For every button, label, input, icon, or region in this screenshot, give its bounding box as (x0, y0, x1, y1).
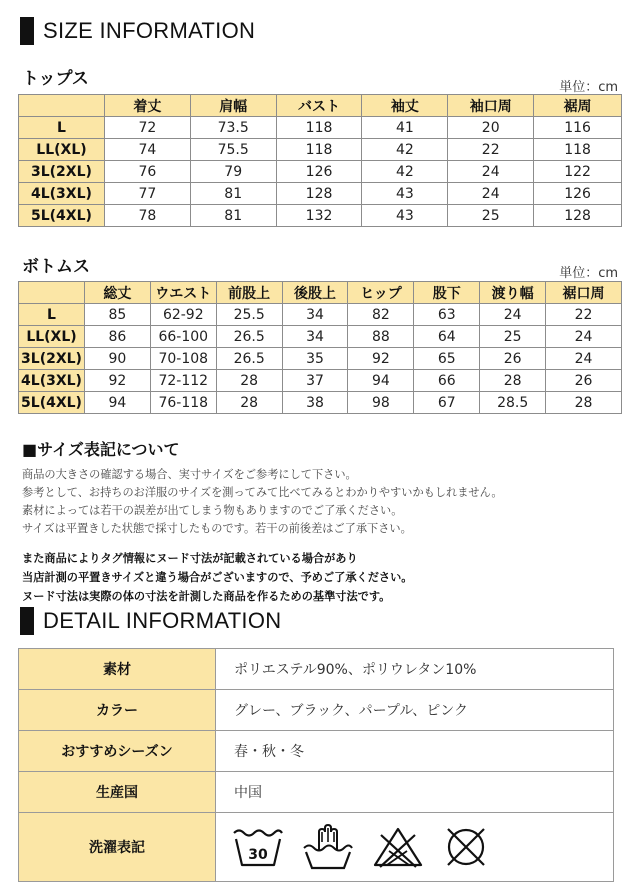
bottoms-table-cell: 64 (414, 326, 480, 348)
detail-row (19, 690, 614, 731)
bottoms-table-cell: 28 (216, 370, 282, 392)
care-label-icons (216, 813, 614, 882)
tops-size-label: L (19, 117, 105, 139)
tops-table-cell: 25 (448, 205, 534, 227)
tops-size-table (18, 94, 622, 227)
tops-table-cell: 78 (104, 205, 190, 227)
bottoms-table-cell: 94 (84, 392, 150, 414)
tops-table-cell: 22 (448, 139, 534, 161)
bottoms-column-header: 総丈 (84, 282, 150, 304)
bottoms-table-cell: 94 (348, 370, 414, 392)
bottoms-table-cell: 70-108 (150, 348, 216, 370)
bottoms-header-row (19, 282, 622, 304)
tops-size-label: 3L(2XL) (19, 161, 105, 183)
note-bold-line: ヌード寸法は実際の体の寸法を計測した商品を作るための基準寸法です。 (22, 590, 391, 603)
bottoms-table-cell: 92 (84, 370, 150, 392)
tops-table-cell: 118 (276, 139, 362, 161)
bottoms-size-label: 5L(4XL) (19, 392, 85, 414)
tops-table-cell: 118 (534, 139, 622, 161)
size-notes-heading: ■サイズ表記について (22, 440, 180, 459)
detail-value: グレー、ブラック、パープル、ピンク (216, 690, 614, 731)
tops-table-cell: 128 (534, 205, 622, 227)
tops-column-header: 袖口周 (448, 95, 534, 117)
bottoms-table-cell: 26.5 (216, 348, 282, 370)
note-line: 商品の大きさの確認する場合、実寸サイズをご参考にして下さい。 (22, 468, 357, 481)
tops-table-cell: 43 (362, 205, 448, 227)
bottoms-table-cell: 85 (84, 304, 150, 326)
nude-size-notes (22, 549, 412, 606)
bottoms-table-cell: 98 (348, 392, 414, 414)
bottoms-table-cell: 24 (546, 348, 622, 370)
detail-label: 生産国 (19, 772, 216, 813)
bottoms-table-cell: 65 (414, 348, 480, 370)
tops-heading: トップス (22, 69, 89, 89)
tops-table-cell: 20 (448, 117, 534, 139)
bottoms-table-cell: 76-118 (150, 392, 216, 414)
detail-label: 素材 (19, 649, 216, 690)
bottoms-unit: 単位：cm (559, 266, 618, 281)
tops-table-cell: 24 (448, 183, 534, 205)
bottoms-table-cell: 28.5 (480, 392, 546, 414)
tops-table-cell: 116 (534, 117, 622, 139)
note-line: 参考として、お持ちのお洋服のサイズを測ってみて比べてみるとわかりやすいかもしれません。 (22, 486, 503, 499)
tops-table-row (19, 139, 622, 161)
tops-table-cell: 81 (190, 205, 276, 227)
bottoms-table-cell: 24 (546, 326, 622, 348)
bottoms-table-cell: 35 (282, 348, 348, 370)
bottoms-table-cell: 66-100 (150, 326, 216, 348)
bottoms-table-cell: 26 (480, 348, 546, 370)
detail-label: 洗濯表記 (19, 813, 216, 882)
tops-table-cell: 42 (362, 161, 448, 183)
bottoms-table-row (19, 326, 622, 348)
tops-table-row (19, 161, 622, 183)
detail-value: 春・秋・冬 (216, 731, 614, 772)
bottoms-size-table (18, 281, 622, 414)
bottoms-table-cell: 90 (84, 348, 150, 370)
tops-column-header: バスト (276, 95, 362, 117)
detail-label: おすすめシーズン (19, 731, 216, 772)
bottoms-table-cell: 38 (282, 392, 348, 414)
bottoms-table-cell: 25 (480, 326, 546, 348)
bottoms-column-header: ヒップ (348, 282, 414, 304)
bottoms-table-cell: 26.5 (216, 326, 282, 348)
no-bleach-icon (372, 825, 424, 869)
detail-information-text: DETAIL INFORMATION (43, 608, 282, 633)
tops-column-header: 裾周 (534, 95, 622, 117)
detail-table (18, 648, 614, 882)
bottoms-column-header: 渡り幅 (480, 282, 546, 304)
bottoms-table-cell: 92 (348, 348, 414, 370)
tops-table-cell: 126 (534, 183, 622, 205)
tops-table-cell: 74 (104, 139, 190, 161)
tops-column-header: 袖丈 (362, 95, 448, 117)
tops-table-cell: 128 (276, 183, 362, 205)
bottoms-column-header: 前股上 (216, 282, 282, 304)
tops-table-cell: 122 (534, 161, 622, 183)
tops-column-header: 肩幅 (190, 95, 276, 117)
title-bar (20, 607, 34, 635)
bottoms-table-cell: 26 (546, 370, 622, 392)
bottoms-table-cell: 88 (348, 326, 414, 348)
bottoms-table-cell: 72-112 (150, 370, 216, 392)
tops-size-label: LL(XL) (19, 139, 105, 161)
bottoms-column-header: 後股上 (282, 282, 348, 304)
tops-table-row (19, 183, 622, 205)
bottoms-size-label: 4L(3XL) (19, 370, 85, 392)
note-bold-line: また商品によりタグ情報にヌード寸法が記載されている場合があり (22, 552, 358, 565)
tops-table-cell: 73.5 (190, 117, 276, 139)
tops-table-cell: 77 (104, 183, 190, 205)
bottoms-table-cell: 25.5 (216, 304, 282, 326)
note-bold-line: 当店計測の平置きサイズと違う場合がございますので、予めご了承ください。 (22, 571, 413, 584)
bottoms-table-cell: 86 (84, 326, 150, 348)
tops-table-cell: 72 (104, 117, 190, 139)
size-information-text: SIZE INFORMATION (43, 18, 256, 43)
bottoms-table-cell: 37 (282, 370, 348, 392)
bottoms-heading: ボトムス (22, 257, 90, 277)
tops-table-row (19, 117, 622, 139)
bottoms-table-row (19, 370, 622, 392)
tops-table-cell: 79 (190, 161, 276, 183)
tops-table-cell: 42 (362, 139, 448, 161)
wash-temp-text: 30 (248, 847, 268, 863)
bottoms-table-cell: 28 (480, 370, 546, 392)
tops-unit: 単位：cm (559, 80, 618, 95)
bottoms-size-label: 3L(2XL) (19, 348, 85, 370)
size-notes (22, 466, 503, 538)
title-bar (20, 17, 34, 45)
detail-value: 中国 (216, 772, 614, 813)
tops-table-cell: 76 (104, 161, 190, 183)
bottoms-column-header (19, 282, 85, 304)
tops-size-label: 4L(3XL) (19, 183, 105, 205)
tops-header-row (19, 95, 622, 117)
tops-table-row (19, 205, 622, 227)
hand-wash-icon (302, 824, 354, 870)
tops-table-cell: 43 (362, 183, 448, 205)
tops-column-header: 着丈 (104, 95, 190, 117)
bottoms-table-cell: 66 (414, 370, 480, 392)
detail-row (19, 813, 614, 882)
note-line: サイズは平置きした状態で採寸したものです。若干の前後差はご了承下さい。 (22, 522, 412, 535)
bottoms-table-row (19, 304, 622, 326)
bottoms-table-cell: 67 (414, 392, 480, 414)
bottoms-table-row (19, 392, 622, 414)
tops-table-cell: 75.5 (190, 139, 276, 161)
bottoms-column-header: 股下 (414, 282, 480, 304)
note-line: 素材によっては若干の誤差が出てしまう物もありますのでご了承ください。 (22, 504, 403, 517)
tops-column-header (19, 95, 105, 117)
tops-table-cell: 24 (448, 161, 534, 183)
detail-row (19, 772, 614, 813)
bottoms-table-cell: 82 (348, 304, 414, 326)
bottoms-table-cell: 24 (480, 304, 546, 326)
no-tumble-dry-icon (442, 824, 490, 870)
bottoms-column-header: ウエスト (150, 282, 216, 304)
bottoms-table-cell: 34 (282, 304, 348, 326)
bottoms-table-cell: 34 (282, 326, 348, 348)
bottoms-table-cell: 63 (414, 304, 480, 326)
detail-information-title (20, 607, 281, 635)
tops-table-cell: 118 (276, 117, 362, 139)
bottoms-size-label: LL(XL) (19, 326, 85, 348)
bottoms-table-cell: 28 (216, 392, 282, 414)
bottoms-table-cell: 22 (546, 304, 622, 326)
tops-table-cell: 81 (190, 183, 276, 205)
tops-table-cell: 126 (276, 161, 362, 183)
detail-label: カラー (19, 690, 216, 731)
bottoms-table-cell: 62-92 (150, 304, 216, 326)
tops-table-cell: 41 (362, 117, 448, 139)
bottoms-column-header: 裾口周 (546, 282, 622, 304)
detail-value: ポリエステル90%、ポリウレタン10% (216, 649, 614, 690)
wash-30-icon (232, 825, 284, 869)
tops-table-cell: 132 (276, 205, 362, 227)
detail-row (19, 649, 614, 690)
bottoms-table-cell: 28 (546, 392, 622, 414)
tops-size-label: 5L(4XL) (19, 205, 105, 227)
bottoms-table-row (19, 348, 622, 370)
size-information-title (20, 17, 255, 45)
bottoms-size-label: L (19, 304, 85, 326)
detail-row (19, 731, 614, 772)
